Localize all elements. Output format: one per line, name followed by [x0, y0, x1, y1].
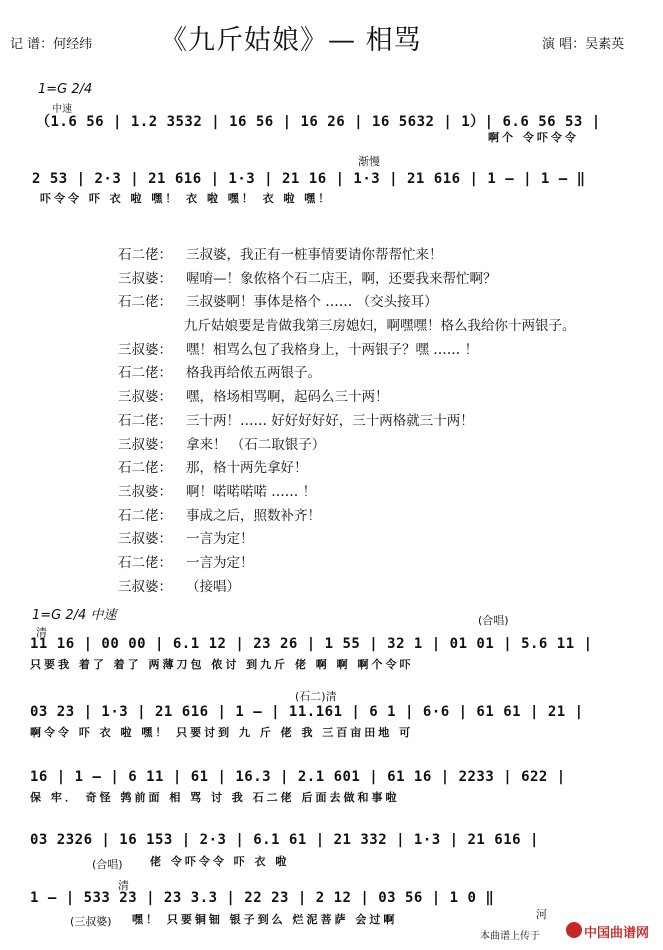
- line-text: 三叔婆啊！事体是格个 …… （交头接耳）: [186, 294, 438, 311]
- dialogue-line: [118, 457, 658, 481]
- speaker: 石二佬：: [118, 507, 172, 524]
- dialogue-line: [118, 528, 658, 552]
- dialogue-line: [118, 576, 658, 600]
- score2-sanshupo-mark: (三叔婆): [70, 915, 112, 928]
- score2-qing-mark-2: 清: [118, 879, 129, 892]
- key-signature-1: 1=G 2/4: [38, 82, 93, 97]
- speaker: 石二佬：: [118, 365, 172, 382]
- score2-line5-notes: 1 — | 533 23 | 23 3.3 | 22 23 | 2 12 | 03 56 | 1 0 ‖: [30, 890, 495, 906]
- speaker: 石二佬：: [118, 294, 172, 311]
- line-text: 一言为定！: [186, 554, 254, 571]
- score2-line5-lyrics: 嘿！ 只要铜钿 银子到么 烂泥菩萨 会过啊: [132, 913, 398, 926]
- score1-line1-lyrics: 啊个 令吓令令: [488, 131, 579, 144]
- score2-qing-mark: 清: [36, 626, 47, 639]
- speaker: 石二佬：: [118, 247, 172, 263]
- site-logo-icon: [566, 922, 582, 938]
- dialogue-line: [118, 339, 658, 363]
- dialogue-line: [118, 552, 658, 576]
- score2-chorus-mark-2: (合唱): [92, 858, 123, 871]
- line-text: 拿来！ （石二取银子）: [186, 436, 326, 453]
- dialogue-line: [118, 410, 658, 434]
- speaker: 三叔婆：: [118, 483, 172, 500]
- speaker: 三叔婆：: [118, 341, 172, 358]
- speaker: 三叔婆：: [118, 531, 172, 548]
- dialogue-line: [118, 386, 658, 410]
- dialogue-line: [118, 268, 658, 292]
- score2-line2-notes: 03 23 | 1·3 | 21 616 | 1 — | 11.161 | 6 1 | 6·6 | 61 61 | 21 |: [30, 704, 584, 720]
- score1-line2-notes: 2 53 | 2·3 | 21 616 | 1·3 | 21 16 | 1·3 | 21 616 | 1 — | 1 — ‖: [32, 171, 586, 187]
- score2-he-mark: 河: [536, 908, 547, 921]
- score2-line1-notes: 11 16 | 00 00 | 6.1 12 | 23 26 | 1 55 | 32 1 | 01 01 | 5.6 11 |: [30, 636, 593, 652]
- line-text: 嘿！相骂么包了我格身上，十两银子？嘿 …… ！: [186, 341, 479, 358]
- line-text: 格我再给侬五两银子。: [186, 365, 321, 382]
- line-text: （接唱）: [186, 578, 240, 595]
- dialogue-line: [118, 434, 658, 458]
- line-text: 三叔婆，我正有一桩事情要请你帮帮忙来！: [186, 247, 443, 263]
- upload-note: 本曲谱上传于: [480, 931, 540, 942]
- line-text: 那，格十两先拿好！: [186, 460, 308, 477]
- tempo-mark-1: 中速: [52, 104, 72, 115]
- score2-line1-lyrics: 只要我 着了 着了 两薄刀包 侬讨 到九斤 佬 啊 啊 啊个令吓: [30, 658, 414, 671]
- speaker: 石二佬：: [118, 412, 172, 429]
- score2-shier-mark: (石二)清: [295, 690, 337, 703]
- recorder-credit: 记 谱：何经纬: [10, 37, 93, 52]
- dialogue-block: [118, 244, 658, 599]
- score2-line3-notes: 16 | 1 — | 6 11 | 61 | 16.3 | 2.1 601 | 61 16 | 2233 | 622 |: [30, 769, 566, 785]
- score1-tempo-change: 渐慢: [358, 155, 380, 168]
- line-text: 喔唷—！象侬格个石二店王，啊，还要我来帮忙啊？: [186, 270, 497, 287]
- speaker: 三叔婆：: [118, 389, 172, 406]
- score2-line2-lyrics: 啊令令 吓 衣 啦 嘿！ 只要讨到 九 斤 佬 我 三百亩田地 可: [30, 726, 414, 739]
- singer-credit: 演 唱：吴素英: [542, 37, 625, 52]
- line-text: 事成之后，照数补齐！: [186, 507, 321, 524]
- score2-line3-lyrics: 保 牢． 奇怪 鹁前面 相 骂 讨 我 石二佬 后面去做和事啦: [30, 791, 400, 804]
- key-signature-2: 1=G 2/4 中速: [32, 608, 117, 623]
- line-text: 一言为定！: [186, 531, 254, 548]
- site-name[interactable]: 中国曲谱网: [584, 926, 650, 941]
- line-text: 嘿，格场相骂啊，起码么三十两！: [186, 389, 389, 406]
- line-text: 啊！喏喏喏喏 …… ！: [186, 483, 317, 500]
- score2-chorus-mark: (合唱): [478, 614, 509, 627]
- speaker: 三叔婆：: [118, 578, 172, 595]
- dialogue-line: [118, 505, 658, 529]
- line-text: 三十两！…… 好好好好好，三十两格就三十两！: [186, 412, 474, 429]
- dialogue-line: [118, 291, 658, 315]
- dialogue-line: [118, 244, 658, 268]
- dialogue-line: [118, 315, 658, 339]
- speaker: 石二佬：: [118, 460, 172, 477]
- dialogue-line: [118, 362, 658, 386]
- speaker: 石二佬：: [118, 554, 172, 571]
- dialogue-line: [118, 481, 658, 505]
- score1-line1-notes: （1.6 56 | 1.2 3532 | 16 56 | 16 26 | 16 5632 | 1）| 6.6 56 53 |: [36, 114, 601, 130]
- line-text: 九斤姑娘要是肯做我第三房媳妇，啊嘿嘿！格么我给你十两银子。: [184, 318, 576, 335]
- score2-line4-lyrics: 佬 令吓令令 吓 衣 啦: [150, 855, 290, 868]
- speaker: 三叔婆：: [118, 270, 172, 287]
- speaker: 三叔婆：: [118, 436, 172, 453]
- score2-line4-notes: 03 2326 | 16 153 | 2·3 | 6.1 61 | 21 332 | 1·3 | 21 616 |: [30, 832, 539, 848]
- page-title: 《九斤姑娘》— 相骂: [160, 25, 422, 56]
- score1-line2-lyrics: 吓令令 吓 衣 啦 嘿！ 衣 啦 嘿！ 衣 啦 嘿！: [40, 192, 333, 205]
